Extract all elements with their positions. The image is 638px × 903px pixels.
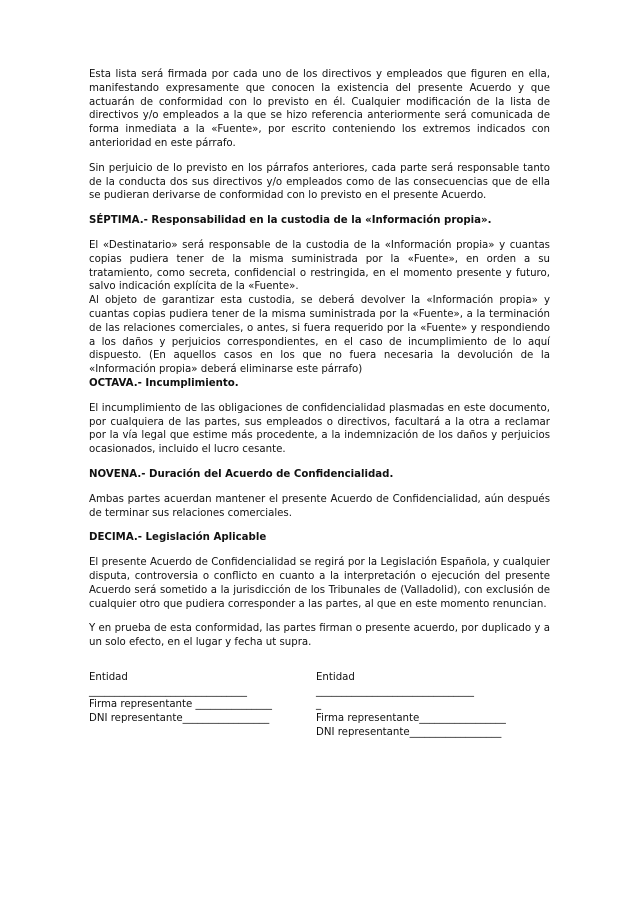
signature-left-dni: DNI representante_________________: [89, 713, 270, 725]
signature-left: [89, 671, 316, 740]
paragraph-legislacion: El presente Acuerdo de Confidencialidad se regirá por la Legislación Española, y cualquier disputa, controversia o conflicto en cuanto a la interpretación o ejecución del presente Acuerdo será sometido a la jurisdicción de los Tribunales de (Valladolid), con exclusión de cualquier otro que pudiera corresponder a las partes, al que en este momento renuncian.: [89, 557, 550, 610]
signature-right-entity: Entidad: [316, 671, 355, 683]
paragraph-objeto-custodia: Al objeto de garantizar esta custodia, se deberá devolver la «Información propia» y cuantas copias pudiera tener de la misma suministrada por la «Fuente», a la terminación de las relaciones comerciales, o antes, si fuera requerido por la «Fuente» y respondiendo a los daños y perjuicios correspondientes, en el caso de incumplimiento de lo aquí dispuesto. (En aquellos casos en los que no fuera necesaria la devolución de la «Información propia» deberá eliminarse este párrafo): [89, 295, 550, 376]
signature-right: [316, 671, 536, 740]
heading-septima: SÉPTIMA.- Responsabilidad en la custodia de la «Información propia».: [89, 215, 492, 227]
signature-right-line: _______________________________: [316, 685, 474, 697]
paragraph-incumplimiento: El incumplimiento de las obligaciones de confidencialidad plasmadas en este documento, por cualquiera de las partes, sus empleados o directivos, facultará a la otra a reclamar por la vía legal que estime más procedente, a la indemnización de los daños y perjuicios ocasionados, incluido el lucro cesante.: [89, 402, 550, 456]
heading-decima: DECIMA.- Legislación Aplicable: [89, 532, 267, 544]
signature-right-firma: Firma representante_________________: [316, 713, 506, 725]
heading-novena: NOVENA.- Duración del Acuerdo de Confidencialidad.: [89, 468, 394, 480]
paragraph-destinatario: El «Destinatario» será responsable de la custodia de la «Información propia» y cuantas copias pudiera tener de la misma suministrada por la «Fuente», en orden a su tratamiento, como secreta, confidencial o restringida, en el momento presente y futuro, salvo indicación explícita de la «Fuente».: [89, 239, 550, 293]
signature-block: [89, 671, 550, 740]
paragraph-conformidad: Y en prueba de esta conformidad, las partes firman o presente acuerdo, por duplicado y a un solo efecto, en el lugar y fecha ut supra.: [89, 623, 550, 649]
paragraph-lista-firmada: Esta lista será firmada por cada uno de los directivos y empleados que figuren en ella, manifestando expresamente que conocen la existencia del presente Acuerdo y que actuarán de conformidad con lo previsto en él. Cualquier modificación de la lista de directivos y/o empleados a la que se hizo referencia anteriormente será comunicada de forma inmediata a la «Fuente», por escrito conteniendo los extremos indicados con anterioridad en este párrafo.: [89, 69, 550, 149]
signature-right-line2: _: [316, 699, 322, 711]
paragraph-duracion: Ambas partes acuerdan mantener el presente Acuerdo de Confidencialidad, aún después de terminar sus relaciones comerciales.: [89, 493, 550, 519]
signature-left-firma: Firma representante _______________: [89, 699, 272, 711]
signature-right-dni: DNI representante__________________: [316, 727, 502, 739]
signature-left-entity: Entidad: [89, 671, 128, 683]
signature-left-line: _______________________________: [89, 685, 247, 697]
paragraph-sin-perjuicio: Sin perjuicio de lo previsto en los párrafos anteriores, cada parte será responsable tanto de la conducta dos sus directivos y/o empleados como de las consecuencias que de ella se pudieran derivarse de conformidad con lo previsto en el presente Acuerdo.: [89, 162, 550, 202]
heading-octava: OCTAVA.- Incumplimiento.: [89, 377, 239, 389]
